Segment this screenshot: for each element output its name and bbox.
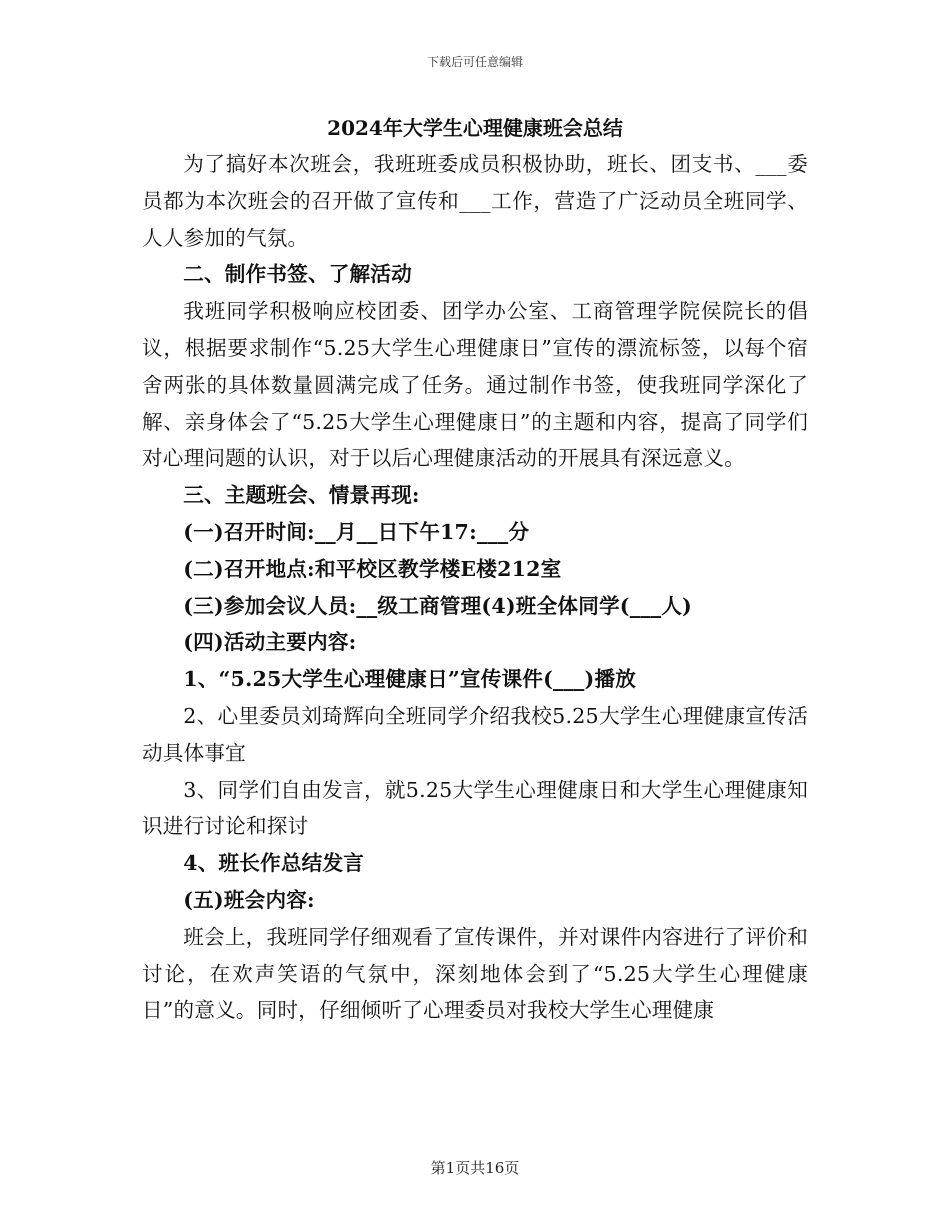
list-item-3: 3、同学们自由发言，就5.25大学生心理健康日和大学生心理健康知识进行讨论和探讨 xyxy=(142,777,808,839)
header-note: 下载后可任意编辑 xyxy=(426,55,523,69)
paragraph-intro: 为了搞好本次班会，我班班委成员积极协助，班长、团支书、___委员都为本次班会的召开做了宣传和___工作，营造了广泛动员全班同学、人人参加的气氛。 xyxy=(142,152,808,250)
document-body xyxy=(142,146,808,1029)
list-item-2: 2、心里委员刘琦辉向全班同学介绍我校5.25大学生心理健康宣传活动具体事宜 xyxy=(142,703,808,765)
document-title: 2024年大学生心理健康班会总结 xyxy=(327,116,623,140)
section-heading-bookmarks: 二、制作书签、了解活动 xyxy=(183,262,412,287)
section-heading-class-meeting: 三、主题班会、情景再现: xyxy=(183,483,420,508)
paragraph-meeting-content: 班会上，我班同学仔细观看了宣传课件，并对课件内容进行了评价和讨论，在欢声笑语的气氛中，深刻地体会到了“5.25大学生心理健康日”的意义。同时，仔细倾听了心理委员对我校大学生心理健康 xyxy=(142,924,808,1023)
item-meeting-location: (二)召开地点:和平校区教学楼E楼212室 xyxy=(183,556,562,581)
item-main-content-heading: (四)活动主要内容: xyxy=(183,630,357,655)
list-item-1: 1、“5.25大学生心理健康日”宣传课件(___)播放 xyxy=(183,667,637,692)
item-meeting-time: (一)召开时间:__月__日下午17:___分 xyxy=(183,519,530,544)
item-meeting-content-heading: (五)班会内容: xyxy=(183,887,315,912)
paragraph-bookmarks: 我班同学积极响应校团委、团学办公室、工商管理学院侯院长的倡议，根据要求制作“5.25大学生心理健康日”宣传的漂流标签，以每个宿舍两张的具体数量圆满完成了任务。通过制作书签，使我班同学深化了解、亲身体会了“5.25大学生心理健康日”的主题和内容，提高了同学们对心理问题的认识，对于以后心理健康活动的开展具有深远意义。 xyxy=(142,299,808,471)
page-number: 第1页共16页 xyxy=(430,1159,520,1177)
list-item-4: 4、班长作总结发言 xyxy=(183,851,365,876)
item-meeting-attendees: (三)参加会议人员:__级工商管理(4)班全体同学(___人) xyxy=(183,593,692,618)
